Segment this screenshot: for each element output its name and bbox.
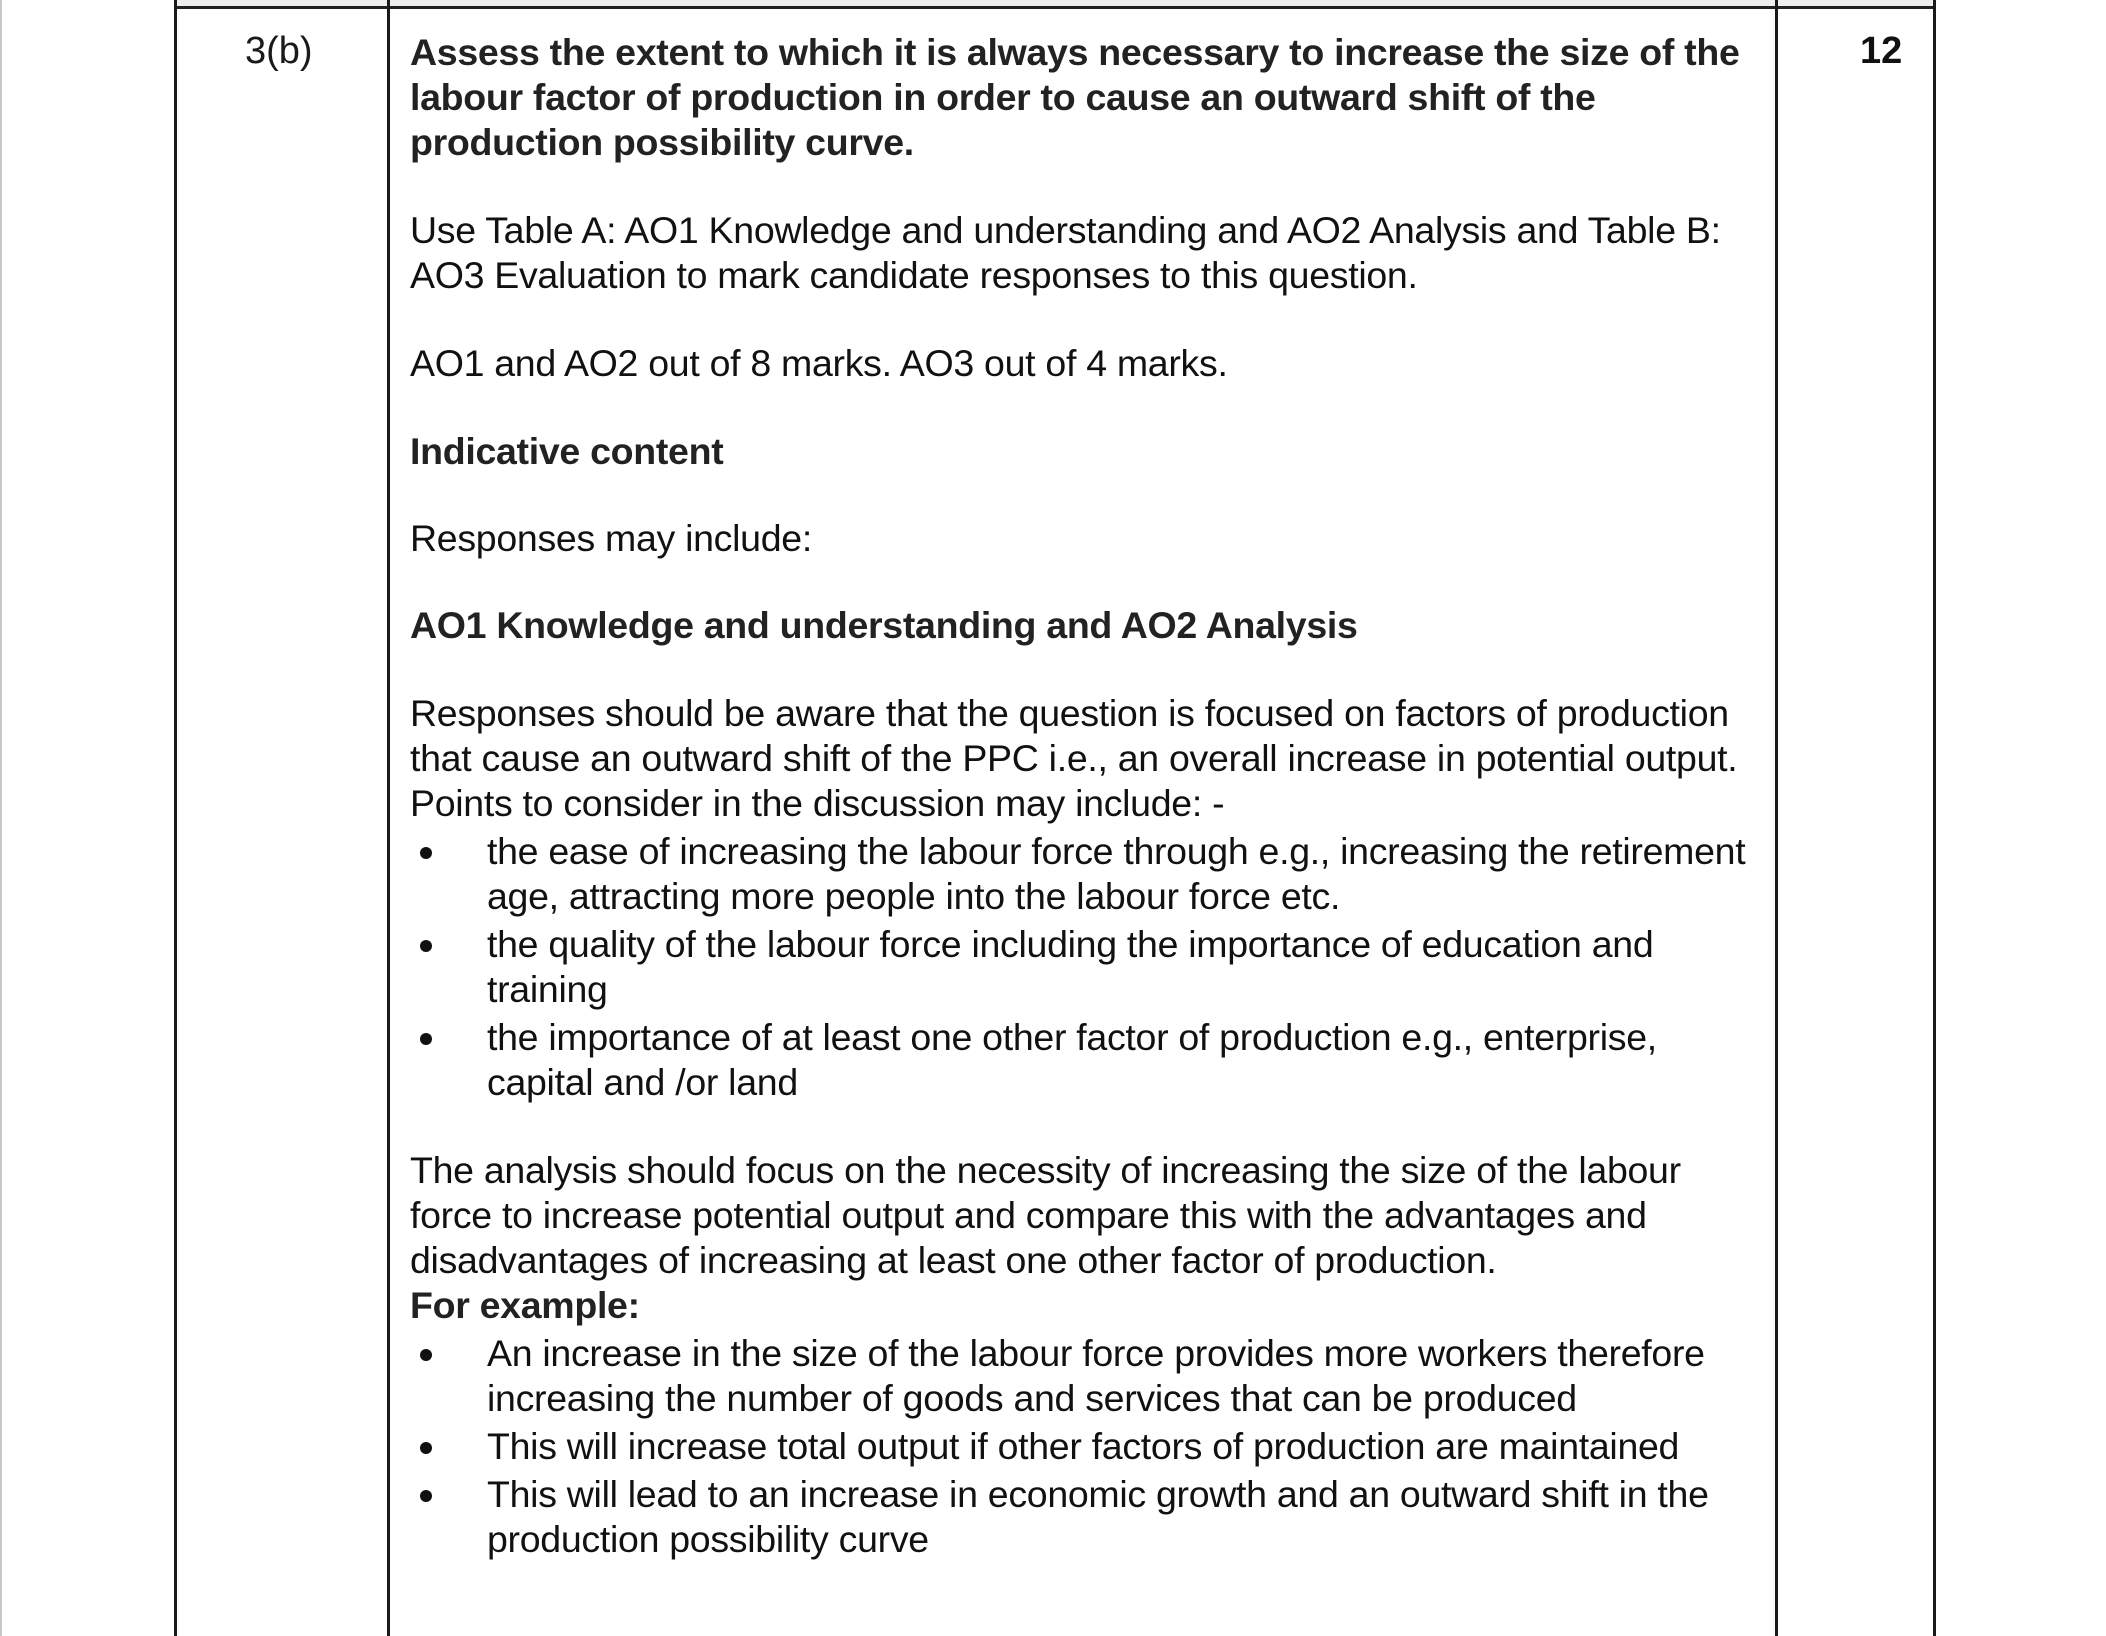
column-divider-marks [1775, 0, 1778, 1636]
list-item [410, 922, 1762, 1012]
analysis-paragraph: The analysis should focus on the necessity of increasing the size of the labour force to increase potential output and compare this with the advantages and disadvantages of increasing at least one other factor of production. [410, 1149, 1681, 1281]
list-item-text: This will increase total output if other factors of production are maintained [487, 1425, 1680, 1467]
bullet-icon [420, 1033, 432, 1045]
list-item-text: the importance of at least one other factor of production e.g., enterprise, capital and /or land [487, 1016, 1657, 1103]
table-left-border [174, 0, 177, 1636]
column-divider-question [387, 0, 390, 1636]
list-item [410, 1331, 1762, 1421]
responses-intro: Responses may include: [410, 517, 812, 559]
bullet-icon [420, 1349, 432, 1361]
list-item-text: the ease of increasing the labour force through e.g., increasing the retirement age, attracting more people into the labour force etc. [487, 830, 1746, 917]
example-heading: For example: [410, 1284, 640, 1326]
table-row-top-border [175, 6, 1936, 13]
list-item [410, 1472, 1762, 1562]
list-item [410, 1015, 1762, 1105]
marking-instructions: Use Table A: AO1 Knowledge and understanding and AO2 Analysis and Table B: AO3 Evaluation to mark candidate responses to this question. [410, 209, 1721, 296]
ao-heading: AO1 Knowledge and understanding and AO2 Analysis [410, 604, 1358, 646]
question-number: 3(b) [245, 30, 313, 72]
mark-split: AO1 and AO2 out of 8 marks. AO3 out of 4 marks. [410, 342, 1228, 384]
discussion-points-list [410, 829, 1762, 1105]
indicative-content-heading: Indicative content [410, 430, 724, 472]
table-right-border [1933, 0, 1936, 1636]
examples-list [410, 1331, 1762, 1562]
list-item-text: An increase in the size of the labour force provides more workers therefore increasing the number of goods and services that can be produced [487, 1332, 1705, 1419]
bullet-icon [420, 847, 432, 859]
list-item [410, 1424, 1762, 1469]
list-item-text: the quality of the labour force including the importance of education and training [487, 923, 1654, 1010]
question-text: Assess the extent to which it is always necessary to increase the size of the labour factor of production in order to cause an outward shift of the production possibility curve. [410, 31, 1740, 163]
bullet-icon [420, 1490, 432, 1502]
bullet-icon [420, 1442, 432, 1454]
awareness-paragraph: Responses should be aware that the question is focused on factors of production that cause an outward shift of the PPC i.e., an overall increase in potential output. Points to consider in the discussion may include: - [410, 692, 1738, 824]
list-item-text: This will lead to an increase in economic growth and an outward shift in the production possibility curve [487, 1473, 1709, 1560]
bullet-icon [420, 940, 432, 952]
list-item [410, 829, 1762, 919]
answer-cell [410, 30, 1762, 1562]
marks-value: 12 [1860, 30, 1903, 72]
page-edge [0, 0, 2, 1636]
